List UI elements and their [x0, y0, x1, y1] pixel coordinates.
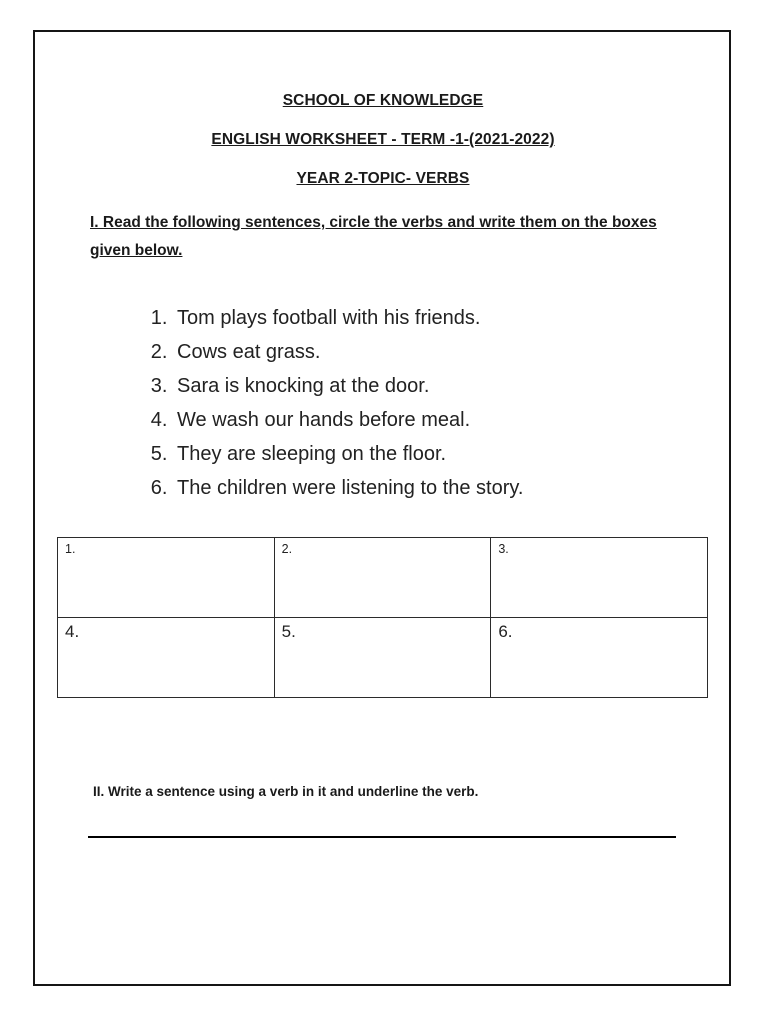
sentence-item: 1. Tom plays football with his friends. [173, 301, 733, 335]
answer-cell-1: 1. [58, 538, 275, 618]
topic-title: YEAR 2-TOPIC- VERBS [296, 170, 470, 187]
sentence-item: 2. Cows eat grass. [173, 335, 733, 369]
answer-write-line [88, 836, 676, 838]
answer-cell-5: 5. [274, 618, 491, 698]
answer-cell-3: 3. [491, 538, 708, 618]
sentence-item: 6. The children were listening to the story. [173, 471, 733, 505]
worksheet-title: ENGLISH WORKSHEET - TERM -1-(2021-2022) [211, 131, 555, 148]
sentence-list [33, 301, 733, 505]
answer-cell-4: 4. [58, 618, 275, 698]
school-title: SCHOOL OF KNOWLEDGE [282, 92, 484, 109]
answer-cell-2: 2. [274, 538, 491, 618]
page-content [33, 30, 733, 838]
answer-table [57, 537, 708, 698]
sentence-item: 5. They are sleeping on the floor. [173, 437, 733, 471]
sentence-item: 4. We wash our hands before meal. [173, 403, 733, 437]
answer-cell-6: 6. [491, 618, 708, 698]
answer-table-row-1 [58, 538, 708, 618]
sentence-item: 3. Sara is knocking at the door. [173, 369, 733, 403]
section1-instruction: I. Read the following sentences, circle the verbs and write them on the boxes given below. [90, 214, 657, 259]
answer-table-row-2 [58, 618, 708, 698]
section2-instruction: II. Write a sentence using a verb in it and underline the verb. [93, 784, 479, 799]
